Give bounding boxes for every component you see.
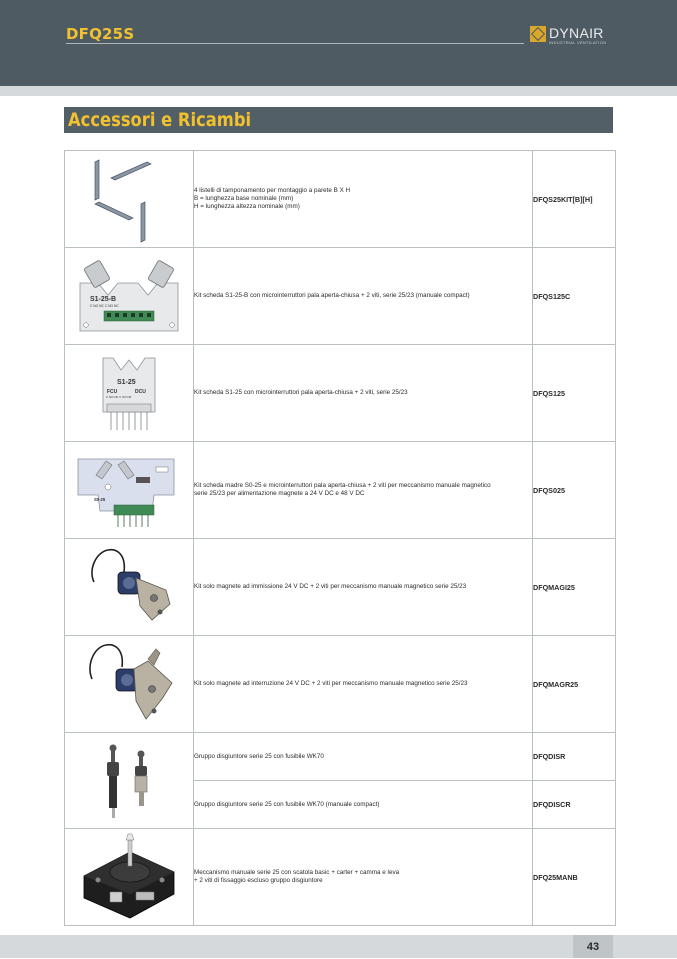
product-description: Gruppo disgiuntore serie 25 con fusibile WK70 — [194, 733, 533, 781]
product-code: DFQS025 — [533, 442, 616, 539]
header-title: DFQ25S — [66, 25, 135, 43]
product-description: Kit scheda S1-25-B con microinterruttori pala aperta-chiusa + 2 viti, serie 25/23 (manuale compact) — [194, 248, 533, 345]
table-row — [65, 636, 616, 733]
magnete-interruzione-icon — [74, 639, 184, 729]
scheda-madre-s0-25-icon — [74, 447, 184, 533]
product-code: DFQS125 — [533, 345, 616, 442]
product-image-cell — [65, 248, 194, 345]
product-code: DFQDISCR — [533, 781, 616, 829]
header-divider — [66, 43, 524, 44]
product-image-cell — [65, 829, 194, 926]
meccanismo-manuale-icon — [74, 832, 184, 922]
product-image-cell — [65, 345, 194, 442]
dcu-label: DCU — [135, 389, 146, 395]
board-label: S1-25 — [117, 379, 136, 386]
fcu-label: FCU — [107, 389, 118, 395]
product-code: DFQMAGI25 — [533, 539, 616, 636]
table-row — [65, 248, 616, 345]
board-label: S1-25-B — [90, 296, 117, 303]
product-code: DFQS125C — [533, 248, 616, 345]
product-description: Meccanismo manuale serie 25 con scatola basic + carter + camma e leva + 2 viti di fissaggio escluso gruppo disgiuntore — [194, 829, 533, 926]
scheda-s1-25-icon — [89, 348, 169, 438]
table-row — [65, 829, 616, 926]
table-row — [65, 733, 616, 781]
logo-subtitle: INDUSTRIAL VENTILATION — [549, 40, 607, 45]
logo-mark-icon — [530, 26, 546, 42]
product-image-cell — [65, 442, 194, 539]
page-number: 43 — [573, 935, 613, 958]
product-image-cell — [65, 733, 194, 829]
header-band — [0, 86, 677, 96]
gruppo-disgiuntore-icon — [89, 736, 169, 826]
section-title: Accessori e Ricambi — [68, 109, 252, 131]
product-description: Kit scheda madre S0-25 e microinterruttori pala aperta-chiusa + 2 viti per meccanismo manuale magnetico serie 25/23 per alimentazione magnete a 24 V DC e 48 V DC — [194, 442, 533, 539]
table-row — [65, 151, 616, 248]
product-code: DFQDISR — [533, 733, 616, 781]
product-image-cell — [65, 636, 194, 733]
scheda-s1-25-b-icon — [74, 253, 184, 339]
dynair-logo — [530, 26, 620, 46]
product-description: Gruppo disgiuntore serie 25 con fusibile WK70 (manuale compact) — [194, 781, 533, 829]
board-label: S0-25 — [94, 497, 106, 502]
board-sub-label: C NO NC C NO NC — [90, 304, 119, 308]
magnete-immissione-icon — [74, 542, 184, 632]
logo-text: DYNAIR — [549, 25, 604, 41]
table-row — [65, 539, 616, 636]
product-description: Kit solo magnete ad interruzione 24 V DC + 2 viti per meccanismo manuale magnetico serie 25/23 — [194, 636, 533, 733]
table-row — [65, 345, 616, 442]
table-row — [65, 442, 616, 539]
product-description: Kit solo magnete ad immissione 24 V DC + 2 viti per meccanismo manuale magnetico serie 25/23 — [194, 539, 533, 636]
product-description: 4 listelli di tamponamento per montaggio a parete B X H B = lunghezza base nominale (mm) H = lunghezza altezza nominale (mm) — [194, 151, 533, 248]
product-code: DFQS25KIT[B][H] — [533, 151, 616, 248]
product-description: Kit scheda S1-25 con microinterruttori pala aperta-chiusa + 2 viti, serie 25/23 — [194, 345, 533, 442]
page-header — [0, 0, 677, 86]
product-image-cell — [65, 539, 194, 636]
listelli-tamponamento-icon — [89, 154, 169, 244]
product-code: DFQ25MANB — [533, 829, 616, 926]
product-image-cell — [65, 151, 194, 248]
product-code: DFQMAGR25 — [533, 636, 616, 733]
board-sub-label: C NO NF C NO NF — [106, 395, 132, 399]
section-bar — [64, 107, 613, 133]
accessories-table — [64, 150, 616, 926]
